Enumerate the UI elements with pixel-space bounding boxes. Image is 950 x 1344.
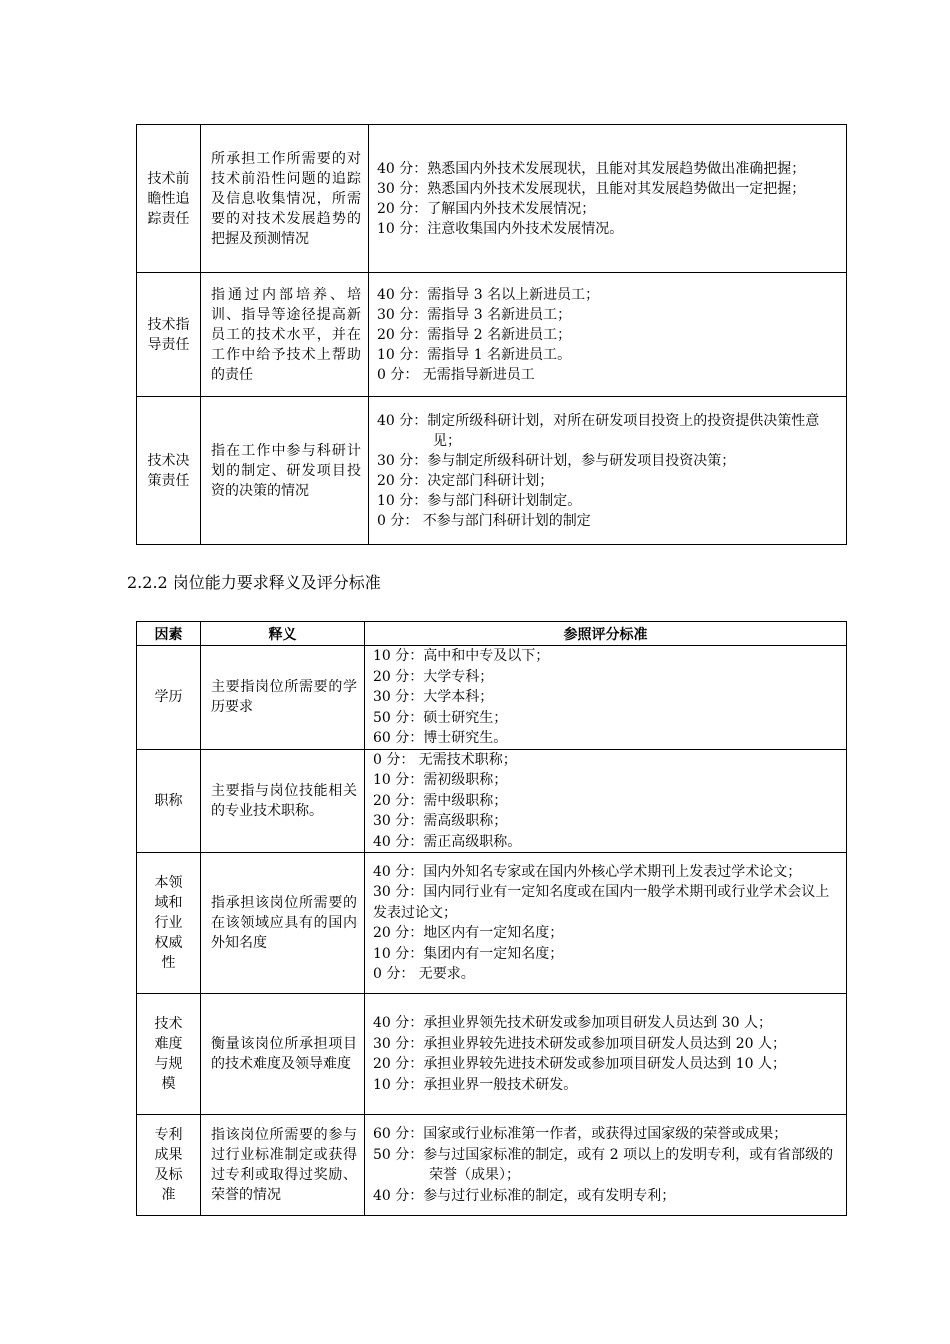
- criteria-line: 10 分：参与部门科研计划制定。: [377, 492, 582, 509]
- criteria-cell: [365, 994, 847, 1115]
- section-heading: 2.2.2 岗位能力要求释义及评分标准: [127, 573, 381, 592]
- criteria-line: 0 分： 无需指导新进员工: [377, 366, 535, 383]
- factor-cell: 技术前瞻性追踪责任: [137, 125, 201, 273]
- criteria-cell: [369, 397, 847, 545]
- criteria-line: 20 分：大学专科；: [373, 668, 494, 685]
- criteria-line: 40 分：制定所级科研计划，对所在研发项目投资上的投资提供决策性意见；: [377, 412, 820, 449]
- criteria-line: 10 分：承担业界一般技术研发。: [373, 1076, 578, 1093]
- factor-cell: 本领域和行业权威性: [137, 853, 201, 994]
- criteria-line: 10 分：注意收集国内外技术发展情况。: [377, 220, 624, 237]
- definition-cell: 指该岗位所需要的参与过行业标准制定或获得过专利或取得过奖励、荣誉的情况: [201, 1115, 365, 1216]
- header-criteria: 参照评分标准: [365, 622, 847, 646]
- criteria-line: 40 分：国内外知名专家或在国内外核心学术期刊上发表过学术论文；: [373, 863, 802, 880]
- definition-cell: 指承担该岗位所需要的在该领域应具有的国内外知名度: [201, 853, 365, 994]
- factor-cell: 技术决策责任: [137, 397, 201, 545]
- criteria-line: 40 分：承担业界领先技术研发或参加项目研发人员达到 30 人；: [373, 1015, 772, 1031]
- criteria-line: 0 分： 无要求。: [373, 966, 475, 982]
- table-row: [137, 749, 847, 853]
- competency-table: [136, 621, 847, 1216]
- criteria-line: 40 分：需指导 3 名以上新进员工；: [377, 286, 600, 303]
- table-row: [137, 273, 847, 397]
- criteria-cell: [369, 125, 847, 273]
- factor-cell: 职称: [137, 749, 201, 853]
- criteria-line: 10 分：需初级职称；: [373, 772, 508, 788]
- criteria-line: 20 分：地区内有一定知名度；: [373, 925, 564, 941]
- table-row: [137, 125, 847, 273]
- criteria-cell: [365, 853, 847, 994]
- criteria-line: 60 分：国家或行业标准第一作者，或获得过国家级的荣誉或成果；: [373, 1126, 788, 1142]
- criteria-cell: [365, 1115, 847, 1216]
- header-row: [137, 622, 847, 646]
- criteria-line: 10 分：集团内有一定知名度；: [373, 945, 564, 962]
- header-factor: 因素: [137, 622, 201, 646]
- header-definition: 释义: [201, 622, 365, 646]
- criteria-line: 30 分：需指导 3 名新进员工；: [377, 306, 572, 323]
- definition-cell: 指在工作中参与科研计划的制定、研发项目投资的决策的情况: [201, 397, 369, 545]
- table-row: [137, 853, 847, 994]
- factor-cell: 技术难度与规模: [137, 994, 201, 1115]
- criteria-line: 40 分：熟悉国内外技术发展现状，且能对其发展趋势做出准确把握；: [377, 160, 806, 177]
- criteria-line: 0 分： 不参与部门科研计划的制定: [377, 512, 591, 529]
- definition-cell: 指通过内部培养、培训、指导等途径提高新员工的技术水平，并在工作中给予技术上帮助的责任: [201, 273, 369, 397]
- criteria-line: 20 分：需中级职称；: [373, 792, 508, 809]
- criteria-line: 30 分：参与制定所级科研计划，参与研发项目投资决策；: [377, 452, 736, 469]
- factor-cell: 学历: [137, 646, 201, 750]
- criteria-line: 20 分：需指导 2 名新进员工；: [377, 326, 572, 343]
- criteria-line: 50 分：硕士研究生；: [373, 709, 508, 726]
- criteria-line: 30 分：需高级职称；: [373, 813, 508, 829]
- definition-cell: 主要指岗位所需要的学历要求: [201, 646, 365, 750]
- table-row: [137, 397, 847, 545]
- factor-cell: 技术指导责任: [137, 273, 201, 397]
- definition-cell: 所承担工作所需要的对技术前沿性问题的追踪及信息收集情况，所需要的对技术发展趋势的把握及预测情况: [201, 125, 369, 273]
- criteria-cell: [369, 273, 847, 397]
- criteria-cell: [365, 646, 847, 750]
- criteria-line: 20 分：承担业界较先进技术研发或参加项目研发人员达到 10 人；: [373, 1056, 786, 1072]
- table-row: [137, 994, 847, 1115]
- criteria-line: 40 分：需正高级职称。: [373, 833, 522, 850]
- criteria-line: 10 分：需指导 1 名新进员工。: [377, 346, 572, 363]
- criteria-cell: [365, 749, 847, 853]
- criteria-line: 40 分：参与过行业标准的制定，或有发明专利；: [373, 1187, 676, 1204]
- criteria-line: 50 分：参与过国家标准的制定，或有 2 项以上的发明专利，或有省部级的荣誉（成果）；: [373, 1146, 834, 1183]
- criteria-line: 30 分：国内同行业有一定知名度或在国内一般学术期刊或行业学术会议上发表过论文；: [373, 884, 830, 921]
- table-row: [137, 1115, 847, 1216]
- criteria-line: 30 分：承担业界较先进技术研发或参加项目研发人员达到 20 人；: [373, 1035, 786, 1052]
- criteria-line: 10 分：高中和中专及以下；: [373, 648, 550, 664]
- criteria-line: 60 分：博士研究生。: [373, 730, 508, 746]
- criteria-line: 20 分：决定部门科研计划；: [377, 472, 554, 489]
- definition-cell: 主要指与岗位技能相关的专业技术职称。: [201, 749, 365, 853]
- responsibility-table: [136, 124, 847, 545]
- criteria-line: 20 分：了解国内外技术发展情况；: [377, 200, 596, 217]
- definition-cell: 衡量该岗位所承担项目的技术难度及领导难度: [201, 994, 365, 1115]
- table-row: [137, 646, 847, 750]
- factor-cell: 专利成果及标准: [137, 1115, 201, 1216]
- criteria-line: 0 分： 无需技术职称；: [373, 751, 517, 768]
- criteria-line: 30 分：熟悉国内外技术发展现状，且能对其发展趋势做出一定把握；: [377, 180, 806, 197]
- criteria-line: 30 分：大学本科；: [373, 689, 494, 705]
